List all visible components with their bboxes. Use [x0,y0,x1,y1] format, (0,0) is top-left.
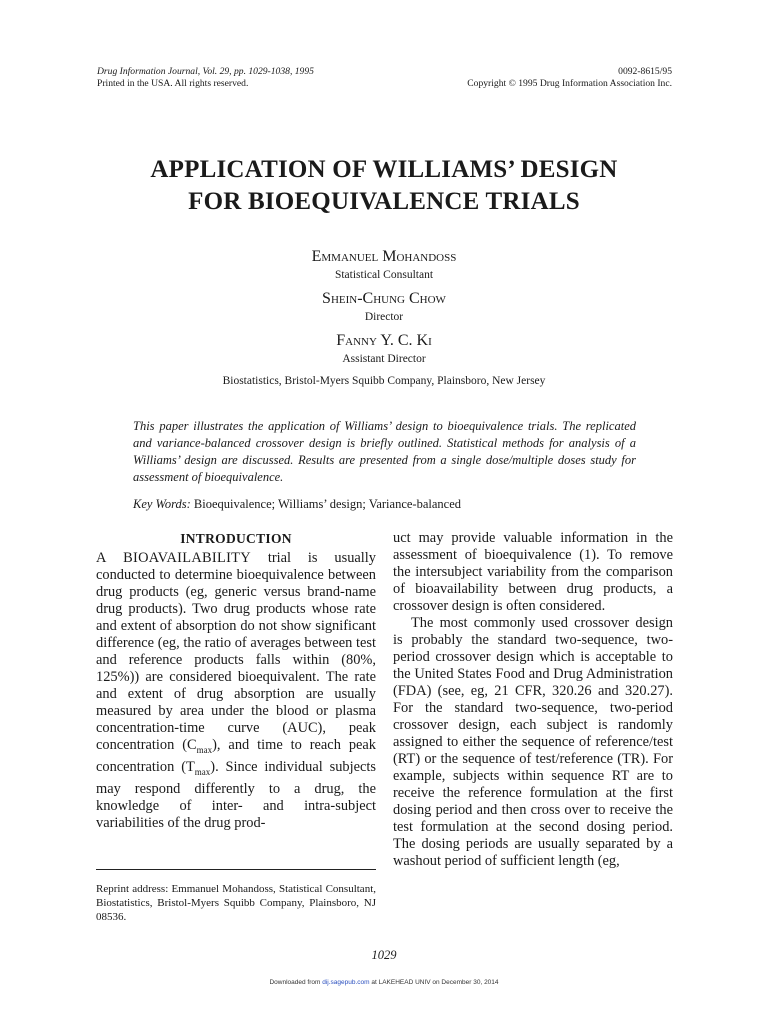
journal-header-right [467,66,672,90]
copyright: Copyright © 1995 Drug Information Association Inc. [467,78,672,89]
footnote-divider [96,869,376,870]
intro-paragraph-1: A BIOAVAILABILITY trial is usually conducted to determine bioequivalence between drug products (eg, generic versus brand-name drug products). Two drug products whose rate and extent of absorption do not show significant difference (eg, the ratio of averages between test and reference products falls within (80%, 125%)) are considered bioequivalent. The rate and extent of drug absorption are usually measured by area under the blood or plasma concentration-time curve (AUC), peak concentration $(C_{max})$, and time to reach peak concentration $(T_{max})$. Since individual subjects may respond differently to a drug, the knowledge of inter- and intra-subject variabilities of the drug prod- [96,550,376,831]
keywords [133,496,653,513]
author-name: Shein-Chung Chow [322,290,446,307]
intro-paragraph-continued: uct may provide valuable information in the assessment of bioequivalence (1). To remove the intersubject variability from the comparison of bioavailability between drug products, a crossover design is often considered. [393,530,673,614]
lead-in: A BIOAVAILABILITY [96,550,251,566]
intro-paragraph-2: The most commonly used crossover design is probably the standard two-sequence, two-period crossover design which is acceptable to the United States Food and Drug Administration (FDA) (see, eg, 21 CFR, 320.26 and 320.27). For the standard two-sequence, two-period crossover design, each subject is randomly assigned to either the sequence of reference/test (RT) or the sequence of test/reference (TR). For example, subjects within sequence RT are to receive the reference formulation at the first dosing period and then cross over to receive the test formulation at the second dosing period. The dosing periods are usually separated by a washout period of sufficient length (eg, [393,615,673,869]
author-role: Director [364,311,404,323]
issn: 0092-8615/95 [618,66,672,77]
author-role: Assistant Director [342,353,426,365]
title-line-2: FOR BIOEQUIVALENCE TRIALS [188,188,580,215]
paper-title [0,154,768,218]
author-block [0,245,768,389]
author-name: Fanny Y. C. Ki [336,332,432,349]
keywords-text: Bioequivalence; Williams’ design; Variance-balanced [193,497,461,511]
download-link[interactable]: dij.sagepub.com [322,979,370,986]
page-number: 1029 [371,948,397,962]
reprint-footnote: Reprint address: Emmanuel Mohandoss, Statistical Consultant, Biostatistics, Bristol-Myers Squibb Company, Plainsboro, NJ 08536. [96,883,376,923]
author-role: Statistical Consultant [334,269,434,281]
journal-header-left [97,66,314,90]
affiliation: Biostatistics, Bristol-Myers Squibb Company, Plainsboro, New Jersey [222,375,546,387]
section-heading: INTRODUCTION [180,531,292,546]
right-column [393,530,673,870]
title-line-1: APPLICATION OF WILLIAMS’ DESIGN [150,156,618,183]
abstract: This paper illustrates the application of Williams’ design to bioequivalence trials. The replicated and variance-balanced crossover design is briefly outlined. Statistical methods for analysis of a Williams’ design are discussed. Results are presented from a single dose/multiple doses study for assessment of bioequivalence. [133,419,636,484]
left-column [96,530,376,832]
download-notice: Downloaded from dij.sagepub.com at LAKEHEAD UNIV on December 30, 2014 [269,979,499,986]
print-notice: Printed in the USA. All rights reserved. [97,78,249,89]
keywords-label: Key Words: [133,497,191,511]
author-name: Emmanuel Mohandoss [311,248,457,265]
journal-citation: Drug Information Journal, Vol. 29, pp. 1029-1038, 1995 [97,66,314,77]
